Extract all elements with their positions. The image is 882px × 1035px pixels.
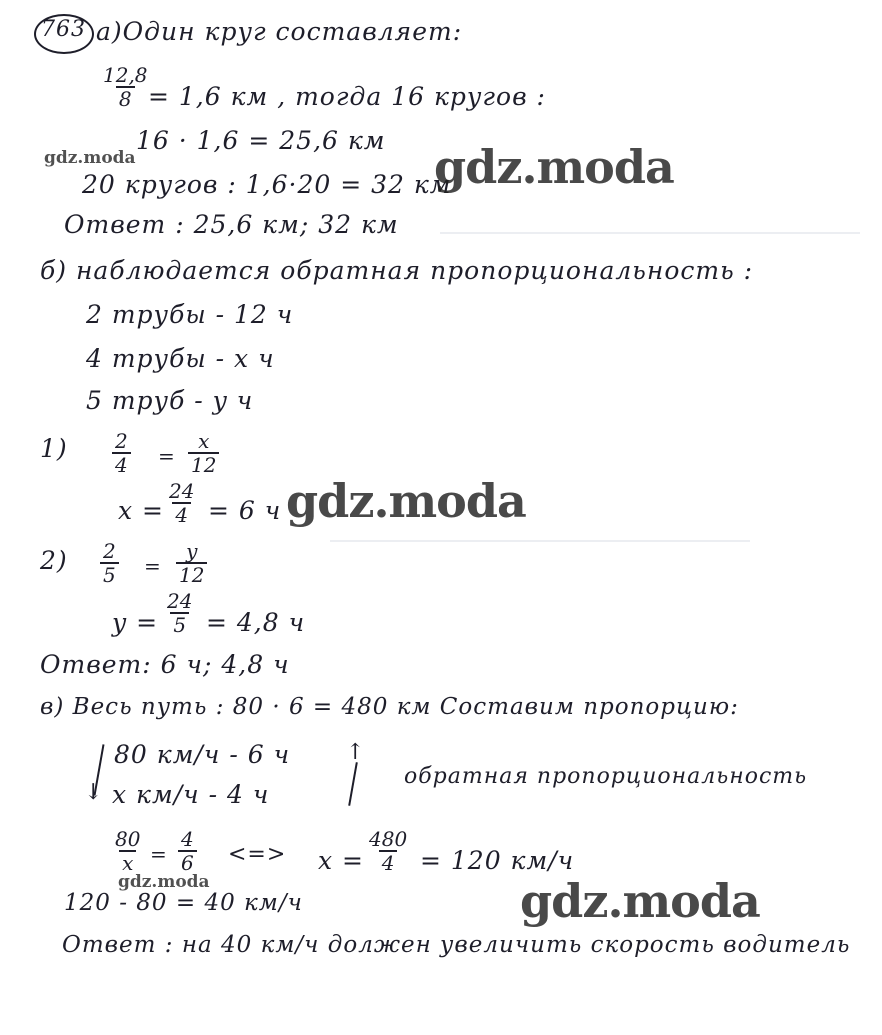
part-c-x-fraction — [366, 828, 410, 874]
step2-y-label: y = — [112, 608, 159, 637]
up-arrow-line — [348, 762, 358, 806]
part-c-answer: Ответ : на 40 км/ч должен увеличить скорость водитель — [62, 932, 851, 958]
part-c-row2: x км/ч - 4 ч — [112, 780, 270, 809]
fraction-denominator: x — [119, 850, 136, 874]
fraction-denominator: 5 — [100, 562, 119, 586]
part-a-heading: а)Один круг составляет: — [96, 17, 463, 46]
fraction-denominator: 12 — [176, 562, 207, 586]
fraction-denominator: 8 — [116, 86, 135, 110]
watermark-big: gdz.moda — [434, 140, 674, 194]
fraction-numerator: 24 — [169, 479, 195, 503]
part-c-fraction-left — [112, 828, 143, 874]
part-c-equals: = — [150, 842, 168, 866]
step2-result: = 4,8 ч — [206, 608, 306, 637]
part-c-fraction-right — [178, 828, 197, 874]
step1-x-label: x = — [118, 496, 164, 525]
fraction-denominator: 4 — [379, 850, 398, 874]
fraction-denominator: 12 — [188, 452, 219, 476]
part-a-line1: = 1,6 км , тогда 16 кругов : — [148, 82, 546, 111]
scan-faint-line — [440, 232, 860, 234]
step1-x-fraction — [166, 480, 197, 526]
fraction-denominator: 6 — [178, 850, 197, 874]
fraction-numerator: 480 — [369, 827, 408, 851]
step1-fraction-right — [188, 430, 219, 476]
fraction-denominator: 5 — [170, 612, 189, 636]
fraction-numerator: 24 — [167, 589, 193, 613]
step1-fraction-left — [112, 430, 131, 476]
step1-result: = 6 ч — [208, 496, 282, 525]
watermark-small: gdz.moda — [118, 872, 210, 892]
watermark-big: gdz.moda — [520, 874, 760, 928]
step2-label: 2) — [40, 546, 68, 575]
part-c-note: обратная пропорциональность — [404, 764, 808, 789]
fraction-numerator: 4 — [181, 827, 194, 851]
fraction-numerator: y — [186, 539, 198, 563]
part-c-equivalence: <=> — [228, 842, 287, 867]
step1-equals: = — [158, 444, 176, 468]
down-arrow-icon: ↓ — [84, 780, 104, 805]
step2-fraction-left — [100, 540, 119, 586]
fraction-denominator: 4 — [112, 452, 131, 476]
step2-fraction-right — [176, 540, 207, 586]
up-arrow-icon: ↑ — [346, 740, 366, 765]
part-c-difference: 120 - 80 = 40 км/ч — [64, 890, 303, 916]
part-a-line2: 16 · 1,6 = 25,6 км — [136, 126, 386, 155]
watermark-big: gdz.moda — [286, 474, 526, 528]
part-b-row3: 5 труб - y ч — [86, 386, 254, 415]
step2-equals: = — [144, 554, 162, 578]
part-b-row2: 4 трубы - x ч — [86, 344, 275, 373]
part-b-row1: 2 трубы - 12 ч — [86, 300, 294, 329]
step2-y-fraction — [164, 590, 195, 636]
part-b-heading: б) наблюдается обратная пропорциональность : — [40, 256, 754, 285]
scan-faint-line — [330, 540, 750, 542]
fraction-denominator: 4 — [172, 502, 191, 526]
part-a-answer: Ответ : 25,6 км; 32 км — [64, 210, 399, 239]
fraction-numerator: 2 — [103, 539, 116, 563]
fraction-numerator: 12,8 — [103, 63, 148, 87]
fraction-numerator: x — [198, 429, 210, 453]
problem-number: 763 — [41, 17, 86, 42]
part-c-heading: в) Весь путь : 80 · 6 = 480 км Составим пропорцию: — [40, 694, 739, 720]
watermark-small: gdz.moda — [44, 148, 136, 168]
fraction-numerator: 2 — [115, 429, 128, 453]
step1-label: 1) — [40, 434, 68, 463]
part-a-line3: 20 кругов : 1,6·20 = 32 км — [82, 170, 452, 199]
part-a-fraction — [100, 64, 151, 110]
part-c-x-label: x = — [318, 846, 364, 875]
fraction-numerator: 80 — [115, 827, 141, 851]
part-b-answer: Ответ: 6 ч; 4,8 ч — [40, 650, 290, 679]
part-c-row1: 80 км/ч - 6 ч — [114, 740, 291, 769]
part-c-x-result: = 120 км/ч — [420, 846, 575, 875]
